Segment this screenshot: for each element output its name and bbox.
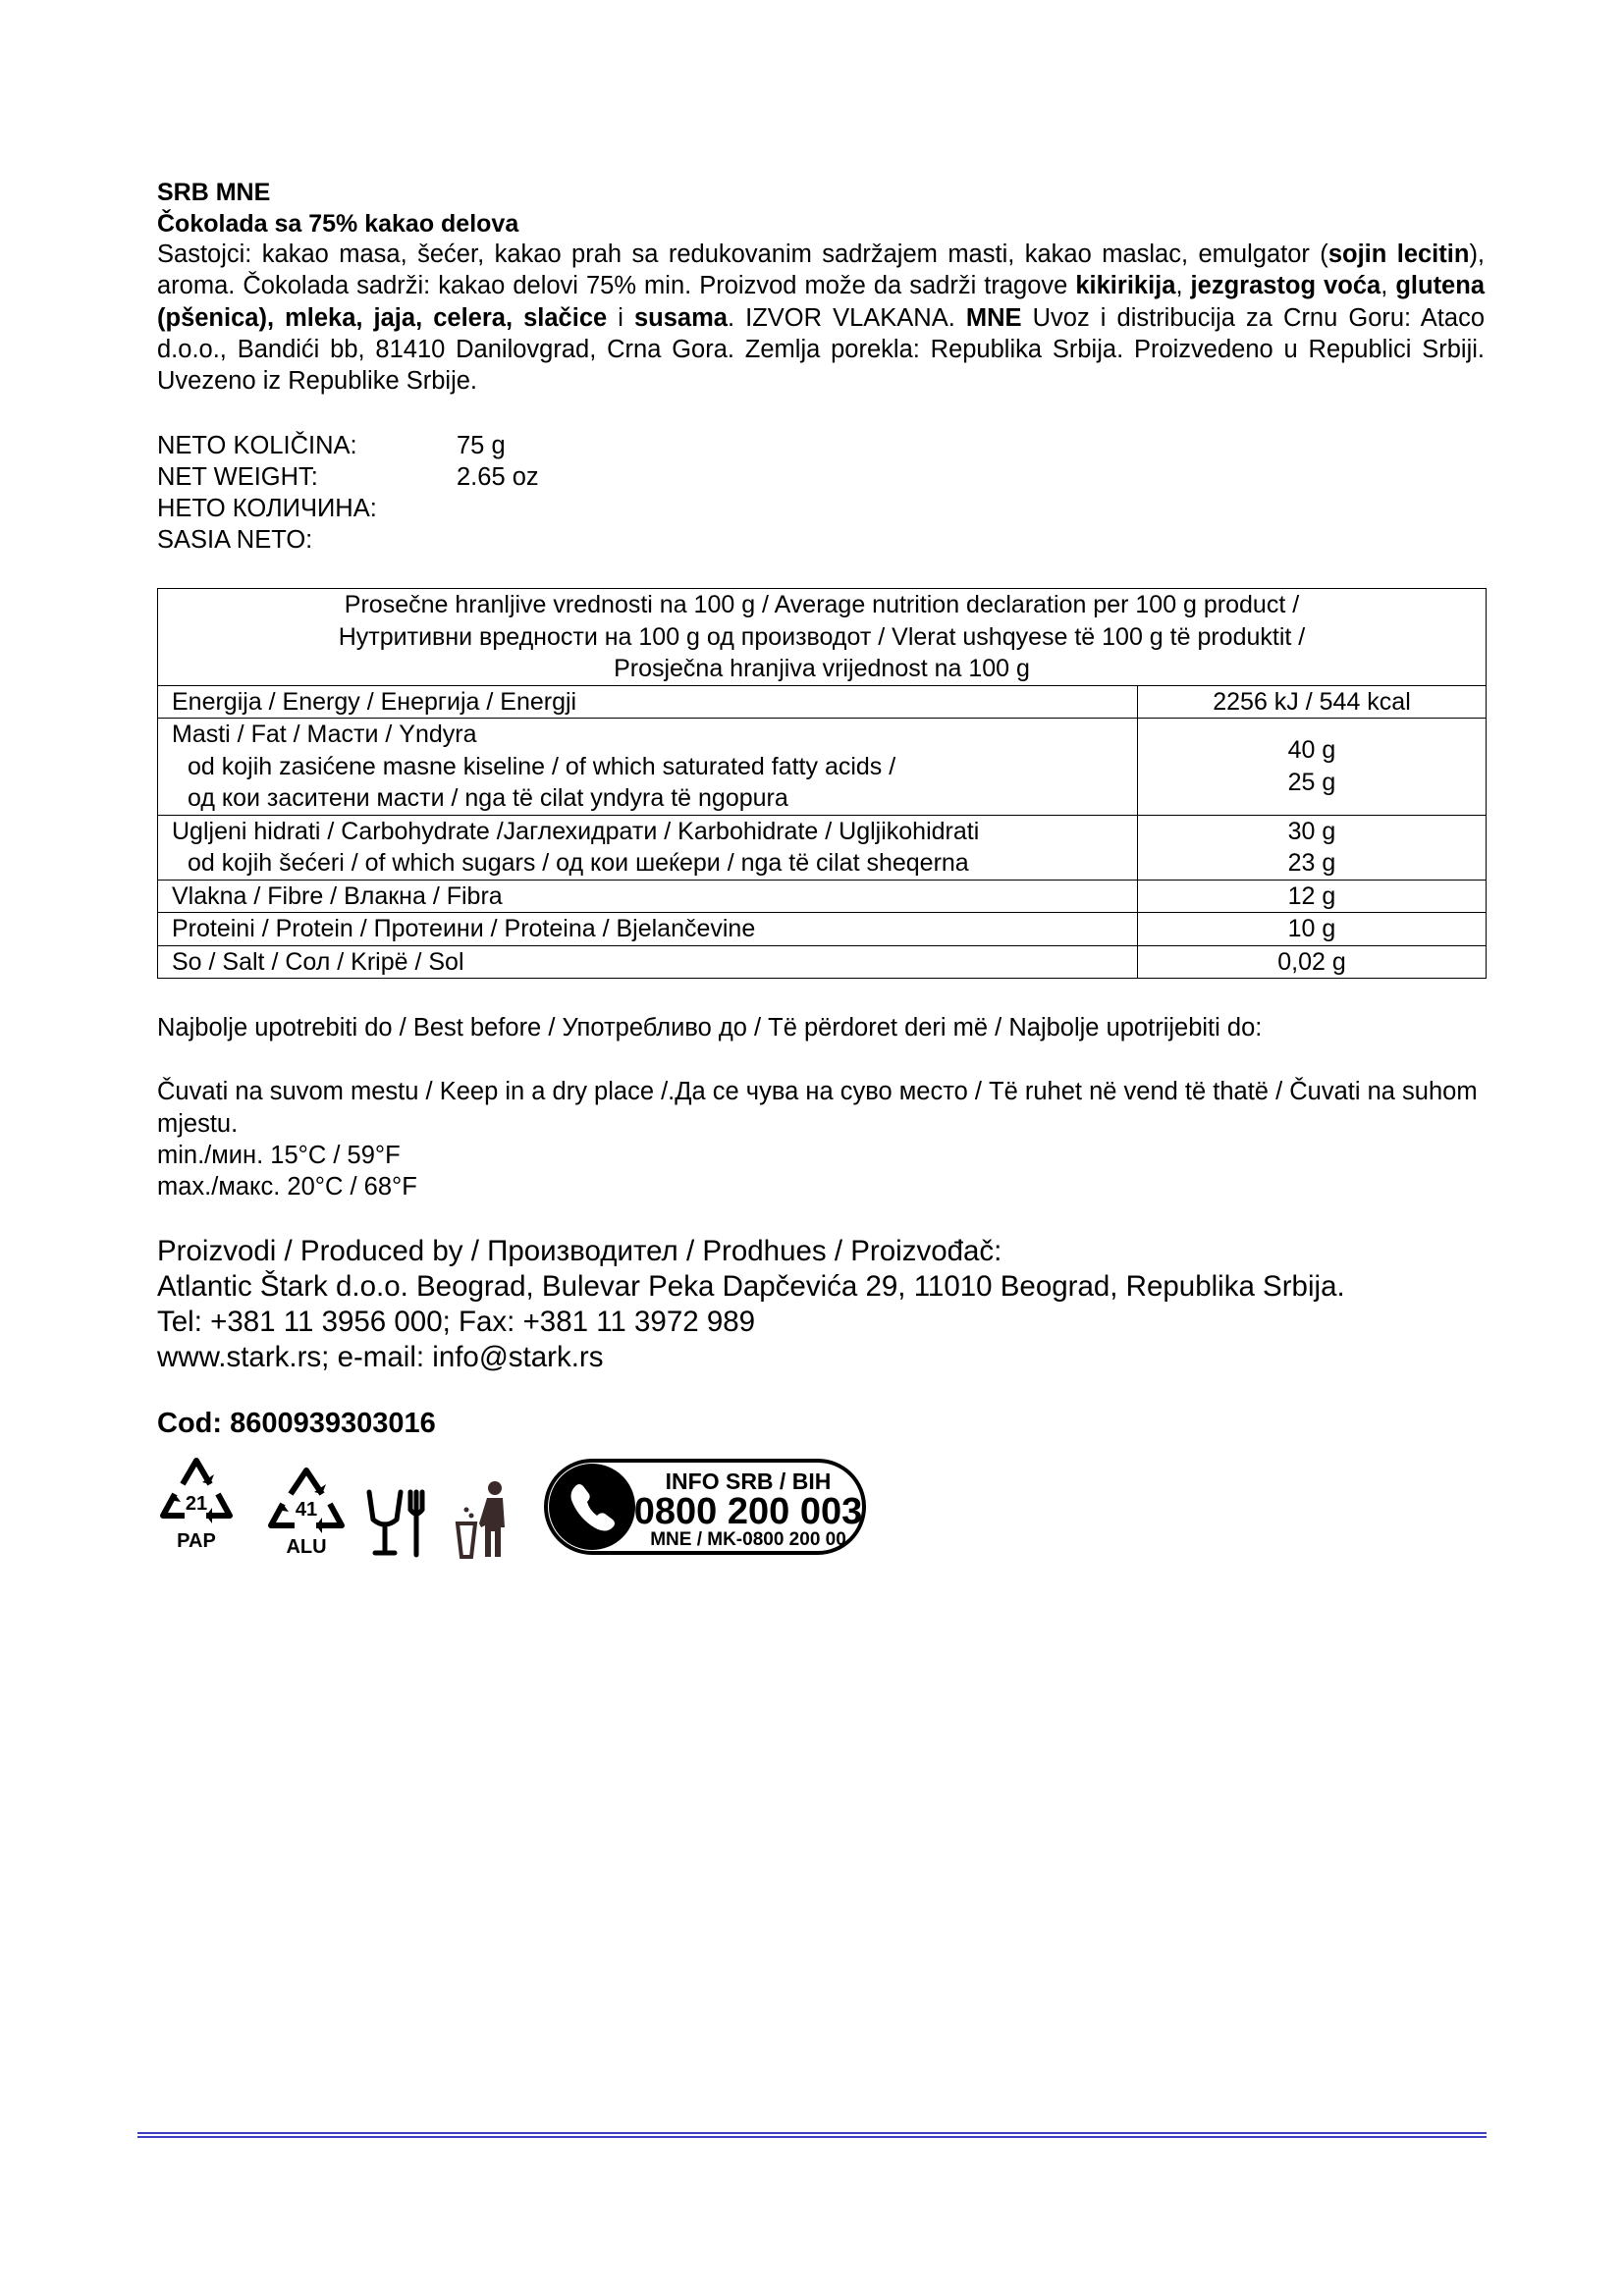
net-weight-row: NET WEIGHT: 2.65 oz	[157, 463, 539, 491]
svg-text:ALU: ALU	[286, 1536, 327, 1558]
country-codes: SRB MNE	[157, 179, 271, 206]
ingredients-paragraph: Sastojci: kakao masa, šećer, kakao prah sa redukovanim sadržajem masti, kakao maslac, emulgator (sojin lecitin), aroma. Čokolada sadrži: kakao delovi 75% min. Proizvod može da sadrži tragove kikirikija, jezgrastog voća, glutena (pšenica), mleka, jaja, celera, slačice i susama. IZVOR VLAKANA. MNE Uvoz i distribucija za Crnu Goru: Ataco d.o.o., Bandići bb, 81410 Danilovgrad, Crna Gora. Zemlja porekla: Republika Srbija. Proizvedeno u Republici Srbiji. Uvezeno iz Republike Srbije.	[157, 240, 1486, 396]
best-before: Najbolje upotrebiti do / Best before / Употребливо до / Të përdoret deri më / Najbolje upotrijebiti do:	[157, 1014, 1263, 1041]
net-quantity-mk-row: НЕТО КОЛИЧИНА:	[157, 495, 377, 522]
energy-row: Energija / Energy / Енергија / Energji 2256 kJ / 544 kcal	[158, 685, 1487, 719]
product-code: Cod: 8600939303016	[157, 1408, 436, 1439]
carbohydrate-row: Ugljeni hidrati / Carbohydrate /Јаглехидрати / Karbohidrate / Ugljikohidrati od kojih šećeri / of which sugars / од кои шеќери / nga të cilat sheqerna 30 g 23 g	[158, 815, 1487, 880]
recycle-pap-icon	[157, 1451, 236, 1555]
nutrition-header-row	[158, 589, 1487, 686]
producer-label: Proizvodi / Produced by / Производител / Prodhues / Proizvođač:	[157, 1235, 1002, 1267]
salt-row: So / Salt / Сол / Kripë / Sol 0,02 g	[158, 945, 1487, 979]
product-name: Čokolada sa 75% kakao delova	[157, 210, 519, 238]
tidyman-icon	[452, 1480, 511, 1559]
producer-address: Atlantic Štark d.o.o. Beograd, Bulevar Peka Dapčevića 29, 11010 Beograd, Republika Srbija.	[157, 1270, 1345, 1303]
svg-text:21: 21	[185, 1493, 208, 1515]
producer-web: www.stark.rs; e-mail: info@stark.rs	[157, 1341, 604, 1373]
fat-row: Masti / Fat / Масти / Yndyra od kojih zasićene masne kiseline / of which saturated fatty acids / од кои заситени масти / nga të cilat yndyra të ngopura 40 g 25 g	[158, 719, 1487, 816]
food-safe-icon	[365, 1486, 434, 1559]
net-quantity-row: NETO KOLIČINA: 75 g	[157, 432, 506, 459]
storage-min-temp: min./мин. 15°C / 59°F	[157, 1142, 401, 1169]
svg-text:0800 200 003: 0800 200 003	[633, 1491, 863, 1532]
nutrition-header: Prosečne hranljive vrednosti na 100 g / Average nutrition declaration per 100 g product / Нутритивни вредности на 100 g од производот / Vlerat ushqyese të 100 g të produktit / Prosječna hranjiva vrijednost na 100 g	[158, 589, 1487, 686]
footer-rule	[137, 2132, 1487, 2134]
nutrition-table	[157, 588, 1487, 979]
svg-text:PAP: PAP	[177, 1530, 216, 1552]
storage-max-temp: max./макс. 20°C / 68°F	[157, 1173, 417, 1201]
protein-row: Proteini / Protein / Протеини / Proteina / Bjelančevine 10 g	[158, 913, 1487, 946]
net-quantity-al-row: SASIA NETO:	[157, 526, 313, 554]
svg-text:41: 41	[295, 1499, 318, 1521]
footer-rule-thin	[137, 2136, 1487, 2138]
producer-phone: Tel: +381 11 3956 000; Fax: +381 11 3972 989	[157, 1306, 756, 1338]
info-phone-badge	[544, 1459, 866, 1555]
fibre-row: Vlakna / Fibre / Влакна / Fibra 12 g	[158, 880, 1487, 913]
storage-instructions: Čuvati na suvom mestu / Keep in a dry place /.Да се чува на суво место / Të ruhet në vend të thatë / Čuvati na suhom mjestu.	[157, 1078, 1478, 1138]
svg-text:MNE / MK-0800 200 00: MNE / MK-0800 200 00	[650, 1529, 846, 1550]
svg-text:INFO SRB / BIH: INFO SRB / BIH	[665, 1468, 832, 1494]
recycle-alu-icon	[265, 1465, 348, 1559]
